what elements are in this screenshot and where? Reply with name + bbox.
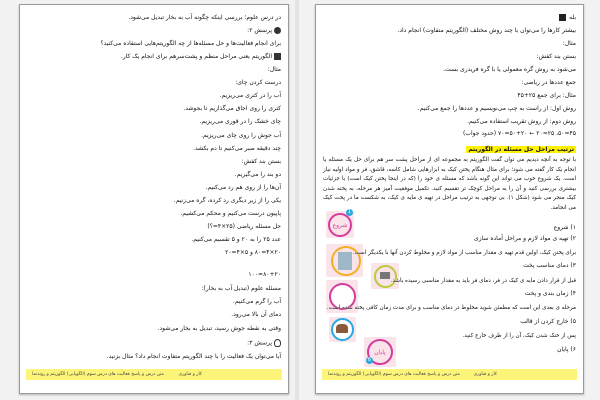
definition	[121, 53, 281, 61]
text-line: مسئله علوم (تبدیل آب به بخار):	[201, 285, 281, 292]
text-line: آب را در کتری می‌ریزیم.	[219, 92, 281, 99]
text-line: کتری را روی اجاق می‌گذاریم تا بجوشد.	[183, 105, 281, 112]
page-footer	[26, 369, 282, 380]
text-line: یکی را از زیر دیگری رد کرده، گره می‌زنیم.	[173, 197, 281, 204]
cake-image	[329, 317, 356, 342]
definition-text: الگوریتم یعنی مراحل منظم و پشت‌سرهم برای انجام یک کار.	[120, 53, 272, 60]
text-line: پاپیون درست می‌کنیم و محکم می‌کشیم.	[180, 210, 281, 217]
step: ۳) دمای مناسب پخت	[523, 262, 576, 269]
footer-subject: کار و فناوری	[178, 372, 202, 377]
text-line: روش اول: از راست به چپ می‌نویسیم و عددها را جمع می‌کنیم.	[417, 105, 576, 112]
oven-icon	[380, 272, 390, 279]
text-line: آن‌ها را از روی هم رد می‌کنیم.	[205, 184, 281, 191]
heading-text: ترتیب مراحل حل مسئله در الگوریتم	[468, 146, 574, 153]
step: ۴) زمان بندی و پخت	[524, 290, 576, 297]
text-line: مثال:	[267, 66, 281, 73]
step-text: پس از خنک شدن کیک، آن را از ظرف خارج کنید.	[462, 333, 576, 339]
text-line: آب جوش را روی چای می‌ریزیم.	[201, 132, 281, 139]
footer-subject: کار و فناوری	[473, 372, 497, 377]
lightbulb-icon	[274, 339, 281, 347]
check-icon	[559, 14, 566, 21]
text-line: برای انجام فعالیت‌ها و حل مسئله‌ها از چه الگوریتم‌هایی استفاده می‌کنید؟	[100, 40, 281, 47]
left-page	[19, 4, 289, 394]
text-line: می‌شود به روش گره معمولی یا با گره فریدری بست.	[443, 66, 576, 73]
start-image	[326, 211, 354, 238]
question-2	[247, 27, 281, 35]
text-line: بستن بند کفش:	[536, 53, 576, 60]
text-line: آیا می‌توان یک فعالیت را با چند الگوریتم متفاوت انجام داد؟ مثال بزنید.	[106, 353, 281, 360]
step-text: مرحله ی بعدی این است که مطمئن شوید مخلوط در دمای مناسب و برای مدت زمان کافی پخته شده است.	[326, 305, 576, 311]
text-line: حل مسئله ریاضی (۲۵×۴=؟)	[207, 223, 281, 230]
text-line: مثال: برای جمع ۲۵+۴۵	[517, 92, 576, 99]
oven-image	[371, 263, 399, 289]
text-line: وقتی به نقطه جوش رسید، تبدیل به بخار می‌شود.	[157, 325, 281, 332]
step: ۶) پایان	[557, 346, 576, 353]
milk-carton-icon	[338, 252, 352, 270]
paragraph: با توجه به آنچه دیدیم می توان گفت الگوریتم به مجموعه ای از مراحل پشت سر هم برای حل یک مسئله یا انجام یک کار گفته می شود؛ برای مثال هنگام پختن کیک به ابزارهایی شامل کاسه، قاشق، فر و مواد اولیه نیاز است. یک شروع خوب می تواند این گونه باشد که مسئله ی خود را (که در اینجا پختن کیک است) با جزئیات بیشتری بررسی کنید و آن را به مراحل کوچک تر تقسیم کنید. تکمیل موفقیت آمیز هر مرحله، به پخته شدن کیک منجر می شود (شکل ۱). بی توجهی به ترتیب مراحل در تهیه ی مایه ی کیک، به شکست ما در پخت کیک می انجامد.	[323, 157, 576, 211]
step: ۲) تهیه ی مواد لازم و مراحل آماده سازی	[474, 235, 576, 242]
step: ۱) شروع	[553, 224, 576, 231]
text-line: روش دوم: از روش تقریب استفاده می‌کنیم.	[467, 118, 576, 125]
step-badge: 1	[347, 209, 352, 215]
answer-label: بله	[569, 14, 576, 21]
text-line: چند دقیقه صبر می‌کنیم تا دم بکشد.	[193, 145, 281, 152]
page-gutter	[295, 0, 299, 400]
step-text: برای پختن کیک، اولین قدم تهیه ی مقدار مناسب از مواد لازم و مخلوط کردن آنها با یکدیگر است.	[352, 250, 576, 256]
end-label: پایان	[367, 339, 393, 365]
step: ۵) خارج کردن از قالب	[520, 318, 576, 325]
text-line: عدد ۲۵ را به ۲۰ و ۵ تقسیم می‌کنیم.	[191, 236, 281, 243]
text-line: ۸۰+۲۰=۱۰۰	[248, 271, 281, 278]
text-line: بستن بند کفش:	[241, 158, 281, 165]
cake-icon	[336, 324, 348, 333]
text-line: چای خشک را در قوری می‌ریزیم.	[199, 118, 281, 125]
question-3	[247, 339, 281, 348]
book-icon	[274, 53, 281, 60]
text-line: در درس علوم؛ بررسی اینکه چگونه آب به بخار تبدیل می‌شود.	[128, 14, 281, 21]
step-text: قبل از قرار دادن مایه ی کیک در فر، دمای فر باید به مقدار مناسبی رسیده باشد.	[390, 278, 576, 284]
footer-title: متن درس و پاسخ فعالیت های درس سوم (الگویابی) الگوریتم و روندنما	[32, 372, 164, 377]
text-line: آب را گرم می‌کنیم.	[232, 298, 281, 305]
text-line: دمای آن بالا می‌رود.	[231, 311, 281, 318]
page-footer	[322, 369, 577, 380]
text-line: بیشتر کارها را می‌توان با چند روش مختلف (الگوریتم متفاوت) انجام داد.	[397, 27, 576, 34]
text-line: دو بند را می‌گیریم.	[234, 171, 281, 178]
question-icon	[274, 27, 281, 34]
step-badge: 6	[367, 357, 372, 363]
text-line: مثال:	[562, 40, 576, 47]
text-line: ۲۰×۴=۸۰ و ۵×۴=۲۰	[225, 249, 281, 256]
question-label: پرسش ۲:	[247, 27, 272, 34]
text-line: جمع عددها در ریاضی:	[521, 79, 576, 86]
right-page	[315, 4, 584, 394]
start-label: شروع	[328, 213, 352, 237]
text-line: درست کردن چای:	[235, 79, 281, 86]
section-heading	[466, 146, 576, 154]
question-label: پرسش ۳:	[247, 339, 272, 347]
footer-title: متن درس و پاسخ فعالیت های درس سوم (الگویابی) الگوریتم و روندنما	[328, 372, 460, 377]
text-line: ۴۵≈۵۰، ۲۵≈۲۰ ← ۵۰+۲۰=۷۰ (حدود جواب)	[462, 130, 576, 137]
end-image	[364, 337, 396, 367]
answer-yes	[559, 14, 576, 22]
